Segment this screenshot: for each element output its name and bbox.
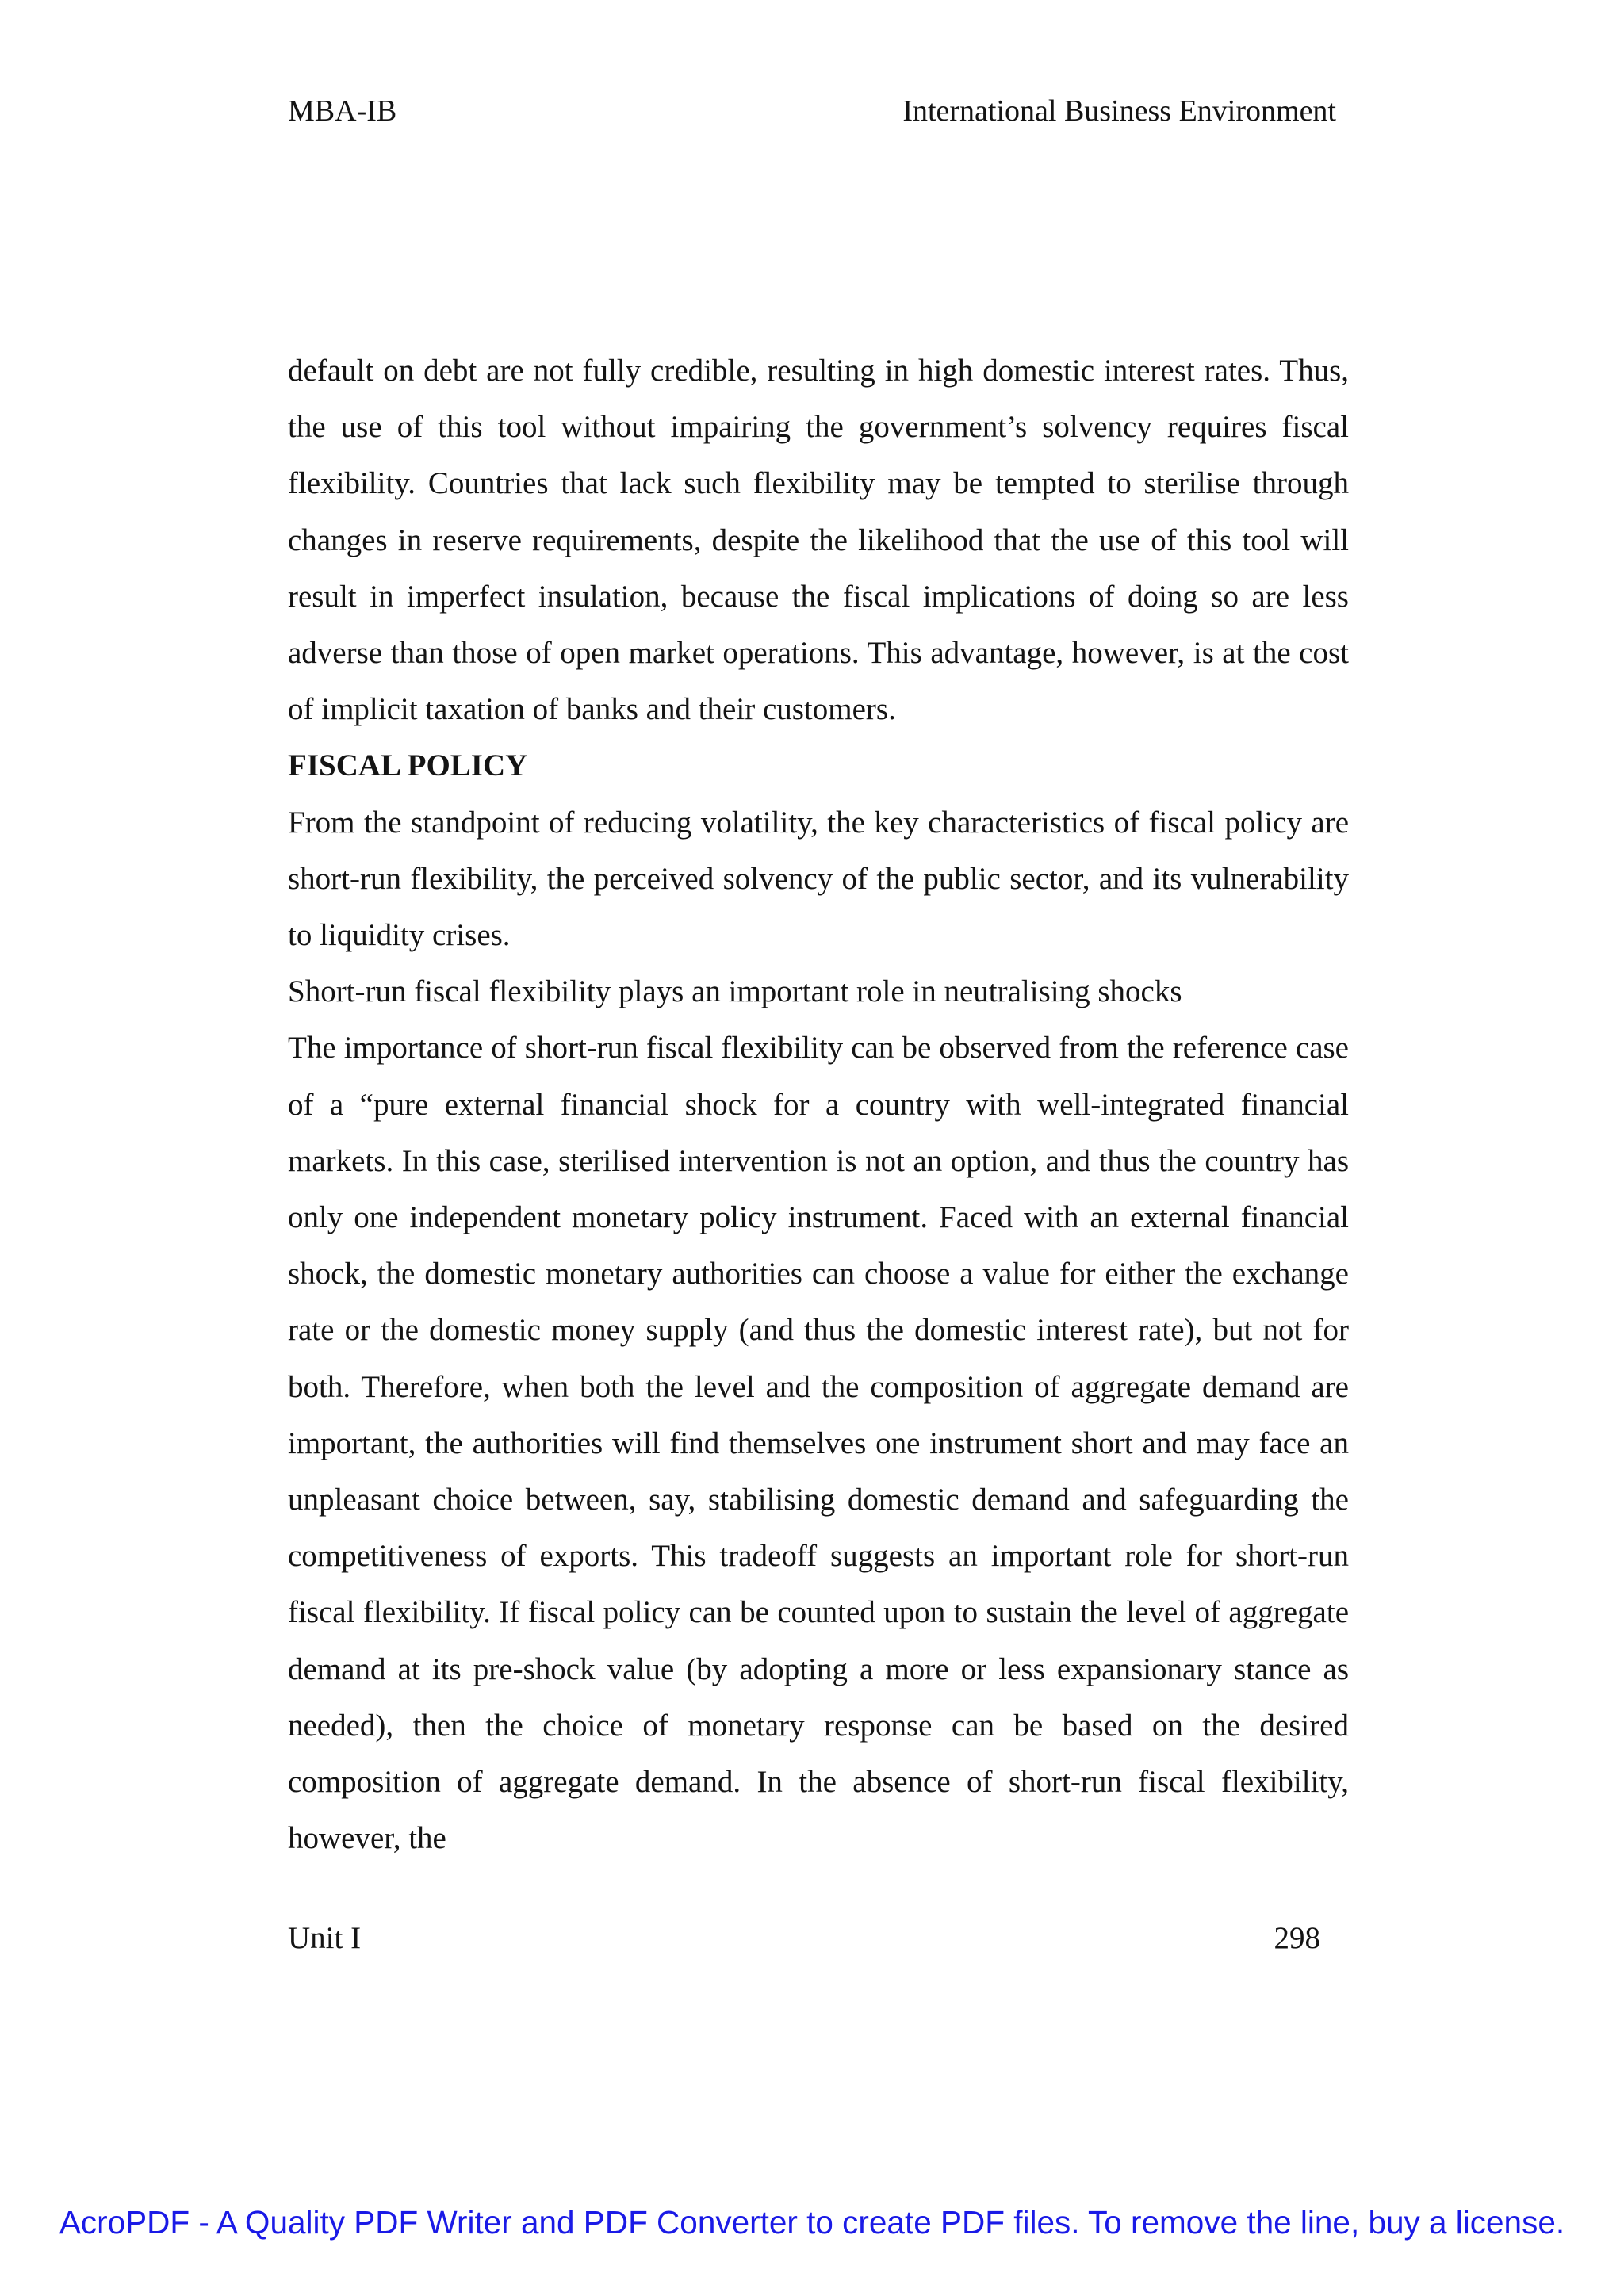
- body-subheading: Short-run fiscal flexibility plays an important role in neutralising shocks: [288, 974, 1182, 1009]
- body-paragraph-1: default on debt are not fully credible, resulting in high domestic interest rates. Thus, the use of this tool without impairing the government’s solvency requires fiscal flexibility. Countries that lack such flexibility may be tempted to sterilise through changes in reserve requirements, despite the likelihood that the use of this tool will result in imperfect insulation, because the fiscal implications of doing so are less adverse than those of open market operations. This advantage, however, is at the cost of implicit taxation of banks and their customers.: [288, 354, 1349, 727]
- acropdf-watermark: AcroPDF - A Quality PDF Writer and PDF Converter to create PDF files. To remove the line, buy a license.: [59, 2204, 1565, 2241]
- page-header: [288, 94, 1336, 141]
- header-course-title: International Business Environment: [902, 94, 1336, 128]
- body-paragraph-3: The importance of short-run fiscal flexibility can be observed from the reference case of a “pure external financial shock for a country with well-integrated financial markets. In this case, sterilised intervention is not an option, and thus the country has only one independent monetary policy instrument. Faced with an external financial shock, the domestic monetary authorities can choose a value for either the exchange rate or the domestic money supply (and thus the domestic interest rate), but not for both. Therefore, when both the level and the composition of aggregate demand are important, the authorities will find themselves one instrument short and may face an unpleasant choice between, say, stabilising domestic demand and safeguarding the competitiveness of exports. This tradeoff suggests an important role for short-run fiscal flexibility. If fiscal policy can be counted upon to sustain the level of aggregate demand at its pre-shock value (by adopting a more or less expansionary stance as needed), then the choice of monetary response can be based on the desired composition of aggregate demand. In the absence of short-run fiscal flexibility, however, the: [288, 1031, 1349, 1856]
- header-course-code: MBA-IB: [288, 94, 397, 128]
- section-heading: FISCAL POLICY: [288, 748, 528, 783]
- body-paragraph-2: From the standpoint of reducing volatility, the key characteristics of fiscal policy are short-run flexibility, the perceived solvency of the public sector, and its vulnerability to liquidity crises.: [288, 805, 1349, 953]
- footer-page-number: 298: [1274, 1921, 1320, 1955]
- footer-unit-label: Unit I: [288, 1921, 362, 1955]
- page-footer: [288, 1920, 1320, 1968]
- page-body: [288, 342, 1349, 1866]
